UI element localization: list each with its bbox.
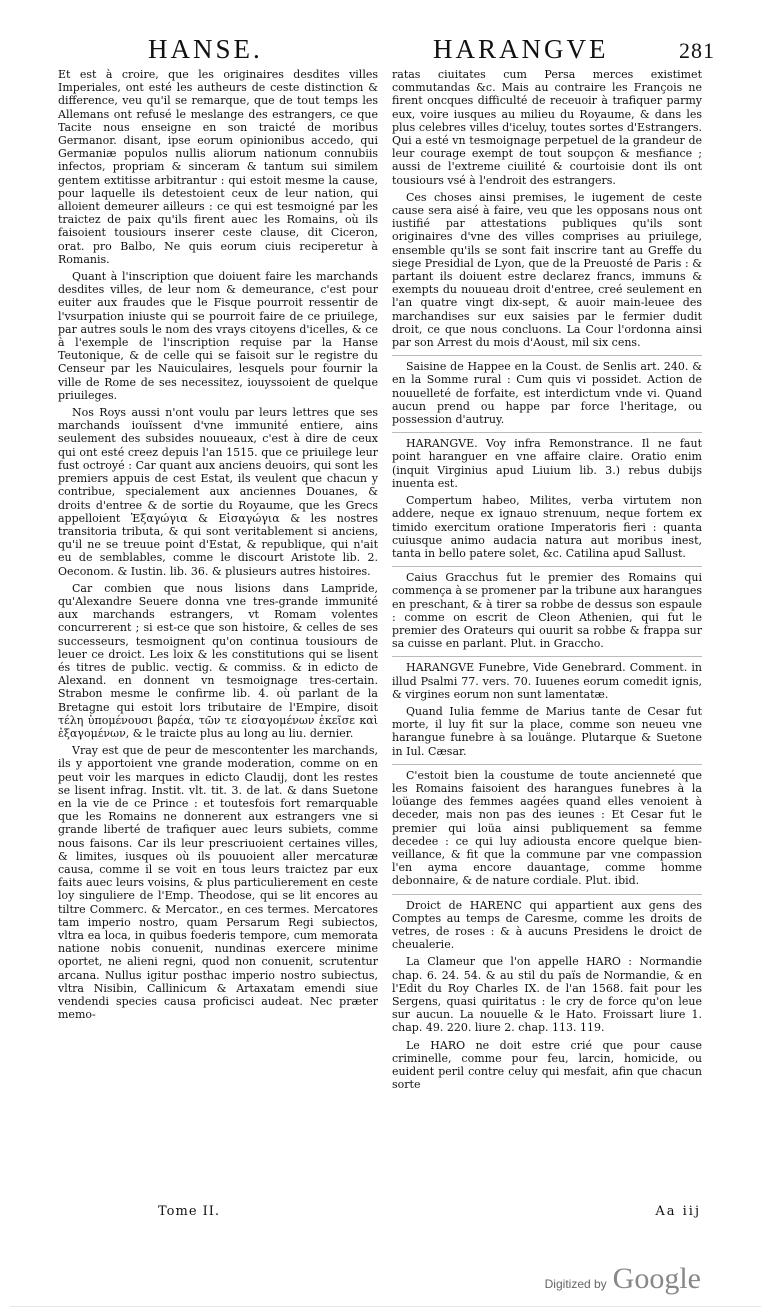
- paragraph: C'estoit bien la coustume de toute ancienneté que les Romains faisoient des harangues funebres à la loüange des femmes aagées quand elles venoient à deceder, mais non pas des ieunes : Et Cesar fut le premier qui loüa ainsi publiquement sa femme decedee : ce qui luy adiousta encore quelque bien-veillance, & fit que la commune par vne compassion l'en ayma encore dauantage, comme homme debonnaire, & de nature cordiale. Plut. ibid.: [392, 764, 702, 888]
- bottom-divider: [10, 1306, 761, 1307]
- signature-mark: Aa iij: [655, 1204, 701, 1219]
- entry-harangue-funebre: HARANGVE Funebre, Vide Genebrard. Comment. in illud Psalmi 77. vers. 70. Iuuenes eorum comedit ignis, & virgines eorum non sunt lamentatæ.: [392, 656, 702, 701]
- paragraph: Et est à croire, que les originaires desdites villes Imperiales, ont esté les autheurs de ceste distinction & difference, veu qu'il se remarque, que de tout temps les Allemans ont refusé le meslange des estrangers, ce que Tacite nous enseigne en son traicté de moribus Germanor. disant, ipse eorum opinionibus accedo, qui Germaniæ populos nullis aliorum nationum connubiis infectos, propriam & sinceram & tantum sui similem gentem extitisse arbitrantur : qui estoit mesme la cause, pour laquelle ils detestoient ceux de leur nation, qui alloient demeurer ailleurs : ce qui est tesmoigné par les traictez de paix qu'ils firent auec les Romains, où ils faisoient tousiours inserer ceste clause, dit Ciceron, orat. pro Balbo, Ne quis eorum ciuis reciperetur à Romanis.: [58, 68, 378, 266]
- page-footer: [58, 1204, 701, 1224]
- right-column: [392, 68, 702, 1095]
- watermark-prefix: Digitized by: [544, 1277, 607, 1291]
- entry-harenc: Droict de HARENC qui appartient aux gens des Comptes au temps de Caresme, comme les droits de vetres, de roses : & à aucuns Presidens le droict de cheualerie.: [392, 894, 702, 952]
- paragraph: Quant à l'inscription que doiuent faire les marchands desdites villes, de leur nom & demeurance, c'est pour euiter aux fraudes que le Fisque pourroit ressentir de l'vsurpation iniuste qui se pourroit faire de ce priuilege, par autres souls le nom des vrays citoyens d'icelles, & ce à l'exemple de l'inscription requise par la Hanse Teutonique, & de celle qui se faisoit sur le registre du Censeur par les Nauiculaires, lesquels pour fournir la ville de Rome de ses necessitez, iouyssoient de quelque priuileges.: [58, 270, 378, 402]
- paragraph: Vray est que de peur de mescontenter les marchands, ils y apportoient vne grande moderation, comme on en peut voir les marques in edicto Claudij, dont les restes se lisent infrag. Instit. vlt. tit. 3. de lat. & dans Suetone en la vie de ce Prince : et toutesfois fort remarquable que les Romains ne donnerent aux estrangers vne si grande liberté de trafiquer auec leurs subiets, comme nous faisons. Car ils leur prescriuoient certaines villes, & limites, iusques où ils pouuoient aller mercaturæ causa, comme il se voit en tous leurs traictez par eux faits auec leurs voisins, & plus particulierement en ceste loy singuliere de l'Emp. Theodose, qui se lit encores au tiltre Commerc. & Mercator., en ces termes. Mercatores tam imperio nostro, quam Persarum Regi subiectos, vltra ea loca, in quibus foederis tempore, cum memorata natione nobis conuenit, nundinas exercere minime oportet, ne alieni regni, quod non conuenit, scrutentur arcana. Nullus igitur posthac imperio nostro subiectus, vltra Nisibin, Callinicum & Artaxatam emendi siue vendendi species causa proficisci audeat. Nec præter memo-: [58, 744, 378, 1022]
- volume-label: Tome II.: [158, 1204, 221, 1219]
- entry-harangue: HARANGVE. Voy infra Remonstrance. Il ne faut point haranguer en vne affaire claire. Oratio enim (inquit Virginius apud Liuium lib. 3.) rebus dubijs inuenta est.: [392, 432, 702, 490]
- paragraph: Nos Roys aussi n'ont voulu par leurs lettres que ses marchands iouïssent d'vne immunité entiere, ains seulement des subsides nouueaux, c'est à dire de ceux qui ont esté creez depuis l'an 1515. que ce priuilege leur fust octroyé : Car quant aux anciens deuoirs, qui sont les premiers appuis de cest Estat, ils veulent que chacun y contribue, specialement aux anciennes Douanes, & droits d'entree & de sortie du Royaume, que les Grecs appelloient Ἐξαγώγια & Εἰσαγώγια & les nostres transitoria tributa, & qui sont veritablement si anciens, qu'il ne se treuue point d'Estat, & republique, qui n'ait eu de semblables, comme le discourt Aristote lib. 2. Oeconom. & Iustin. lib. 36. & plusieurs autres histoires.: [58, 406, 378, 578]
- paragraph: Compertum habeo, Milites, verba virtutem non addere, neque ex ignauo strenuum, neque fortem ex timido exercitum oratione Imperatoris fieri : quanta cuiusque animo audacia natura aut moribus inest, tanta in bello patere solet, &c. Catilina apud Sallust.: [392, 494, 702, 560]
- left-column: [58, 68, 378, 1025]
- header-left-word: HANSE.: [148, 34, 263, 64]
- paragraph: Caius Gracchus fut le premier des Romains qui commença à se promener par la tribune aux harangues en preschant, & à tirer sa robbe de dessus son espaule : comme on escrit de Cleon Athenien, qui fut le premier des Orateurs qui ouurit sa robbe & frappa sur sa cuisse en parlant. Plut. in Graccho.: [392, 566, 702, 650]
- header-center-word: HARANGVE: [433, 34, 609, 64]
- google-logo: Google: [612, 1262, 701, 1295]
- paragraph: ratas ciuitates cum Persa merces existimet commutandas &c. Mais au contraire les François ne firent oncques difficulté de receuoir à trafiquer parmy eux, voire iusques au milieu du Royaume, & dans les plus celebres villes d'iceluy, toutes sortes d'Estrangers. Qui a esté vn tesmoignage perpetuel de la grandeur de leur courage exempt de tout soupçon & mesfiance ; aussi de l'extreme ciuilité & courtoisie dont ils ont tousiours vsé à l'endroit des estrangers.: [392, 68, 702, 187]
- paragraph: Car combien que nous lisions dans Lampride, qu'Alexandre Seuere donna vne tres-grande immunité aux marchands estrangers, vt Romam volentes concurrerent ; si est-ce que son histoire, & celles de ses successeurs, tesmoignent qu'on continua tousiours de leuer ce droict. Les loix & les constitutions qui se lisent és titres de public. vectig. & commiss. & in edicto de Alexand. en donnent vn tesmoignage tres-certain. Strabon mesme le confirme lib. 4. où parlant de la Bretagne qui estoit lors tributaire de l'Empire, disoit τέλη ὑπομένουσι βαρέα, τῶν τε εἰσαγομένων ἐκεῖσε καὶ ἐξαγομένων, & le traicte plus au long au liu. dernier.: [58, 581, 378, 740]
- paragraph: Ces choses ainsi premises, le iugement de ceste cause sera aisé à faire, veu que les opposans nous ont iustifié par attestations publiques qu'ils sont originaires d'vne des villes comprises au priuilege, ensemble qu'ils se sont fait inscrire tant au Greffe du siege Presidial de Lyon, que de la Preuosté de Paris : & partant ils doiuent estre declarez francs, immuns & exempts du nouueau droit d'entree, creé seulement en l'an quatre vingt dix-sept, & auoir main-leuee des marchandises sur eux saisies par le fermier dudit droit, ce que nous concluons. La Cour l'ordonna ainsi par son Arrest du mois d'Aoust, mil six cens.: [392, 190, 702, 350]
- paragraph: Le HARO ne doit estre crié que pour cause criminelle, comme pour feu, larcin, homicide, ou euident peril contre celuy qui mesfait, afin que chacun sorte: [392, 1038, 702, 1092]
- entry-happee: Saisine de Happee en la Coust. de Senlis art. 240. & en la Somme rural : Cum quis vi possidet. Action de nouuelleté de forfaite, est interdictum vnde vi. Quand aucun prend ou happe par force l'heritage, ou possession d'autruy.: [392, 355, 702, 426]
- google-watermark: [545, 1262, 701, 1296]
- entry-haro: La Clameur que l'on appelle HARO : Normandie chap. 6. 24. 54. & au stil du païs de Normandie, & en l'Edit du Roy Charles IX. de l'an 1568. fait pour les Sergens, quasi quiritatus : le cry de force qu'on leue sur aucun. La nouuelle & le Hato. Froissart liure 1. chap. 49. 220. liure 2. chap. 113. 119.: [392, 955, 702, 1035]
- page-number: 281: [679, 38, 715, 63]
- paragraph: Quand Iulia femme de Marius tante de Cesar fut morte, il luy fit sur la place, comme son neueu vne harangue funebre à sa louänge. Plutarque & Suetone in Iul. Cæsar.: [392, 704, 702, 758]
